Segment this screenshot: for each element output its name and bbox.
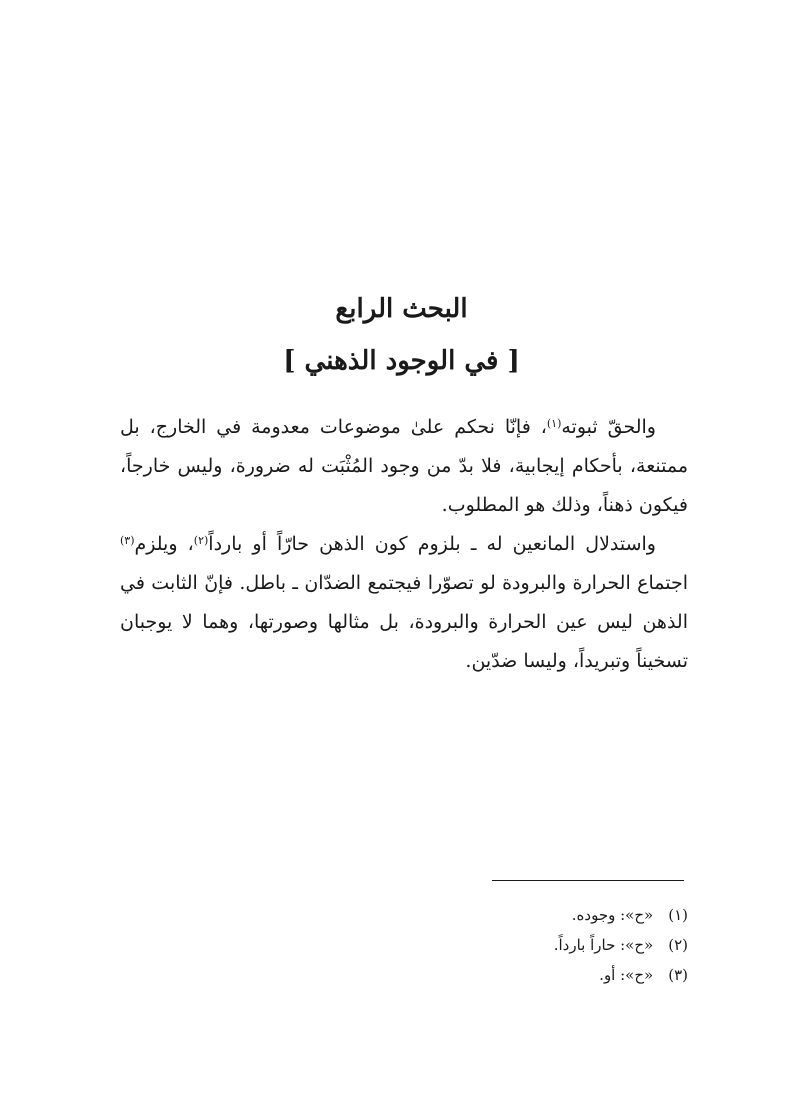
footnote-ref-1: (١) xyxy=(546,417,562,430)
section-title: البحث الرابع xyxy=(335,294,468,324)
footnote-ref-3: (٣) xyxy=(120,534,135,547)
footnote-1 xyxy=(120,900,688,930)
footnote-separator xyxy=(492,880,684,881)
footnotes xyxy=(120,900,688,990)
paragraph-1 xyxy=(120,408,688,525)
footnote-text: «ح»: حاراً بارداً. xyxy=(553,936,654,954)
paragraph-text: اجتماع الحرارة والبرودة لو تصوّرا فيجتمع الضدّان ـ باطل. فإنّ الثابت في الذهن ليس عين الحرارة والبرودة، بل مثالها وصورتها، وهما لا يوجبان تسخيناً وتبريداً، وليسا ضدّين. xyxy=(120,572,688,672)
paragraph-text: والحقّ ثبوته xyxy=(561,416,656,438)
section-subtitle: [ في الوجود الذهني ] xyxy=(283,346,520,376)
footnote-2 xyxy=(120,930,688,960)
body-text xyxy=(120,408,688,681)
footnote-number: (٣) xyxy=(668,966,688,984)
paragraph-text: ، فإنّا نحكم علىٰ موضوعات معدومة في الخارج، بل ممتنعة، بأحكام إيجابية، فلا بدّ من وجود المُثْبَت له ضرورة، وليس خارجاً، فيكون ذهناً، وذلك هو المطلوب. xyxy=(120,416,688,516)
footnote-text: «ح»: وجوده. xyxy=(571,906,654,924)
paragraph-text: واستدلال المانعين له ـ بلزوم كون الذهن حارّاً أو بارداً xyxy=(208,533,656,555)
footnote-ref-2: (٢) xyxy=(193,534,209,547)
footnote-3 xyxy=(120,960,688,990)
paragraph-2 xyxy=(120,525,688,681)
footnote-number: (٢) xyxy=(668,936,688,954)
footnote-number: (١) xyxy=(668,906,688,924)
footnote-text: «ح»: أو. xyxy=(599,966,654,984)
paragraph-text: ، ويلزم xyxy=(134,533,194,555)
